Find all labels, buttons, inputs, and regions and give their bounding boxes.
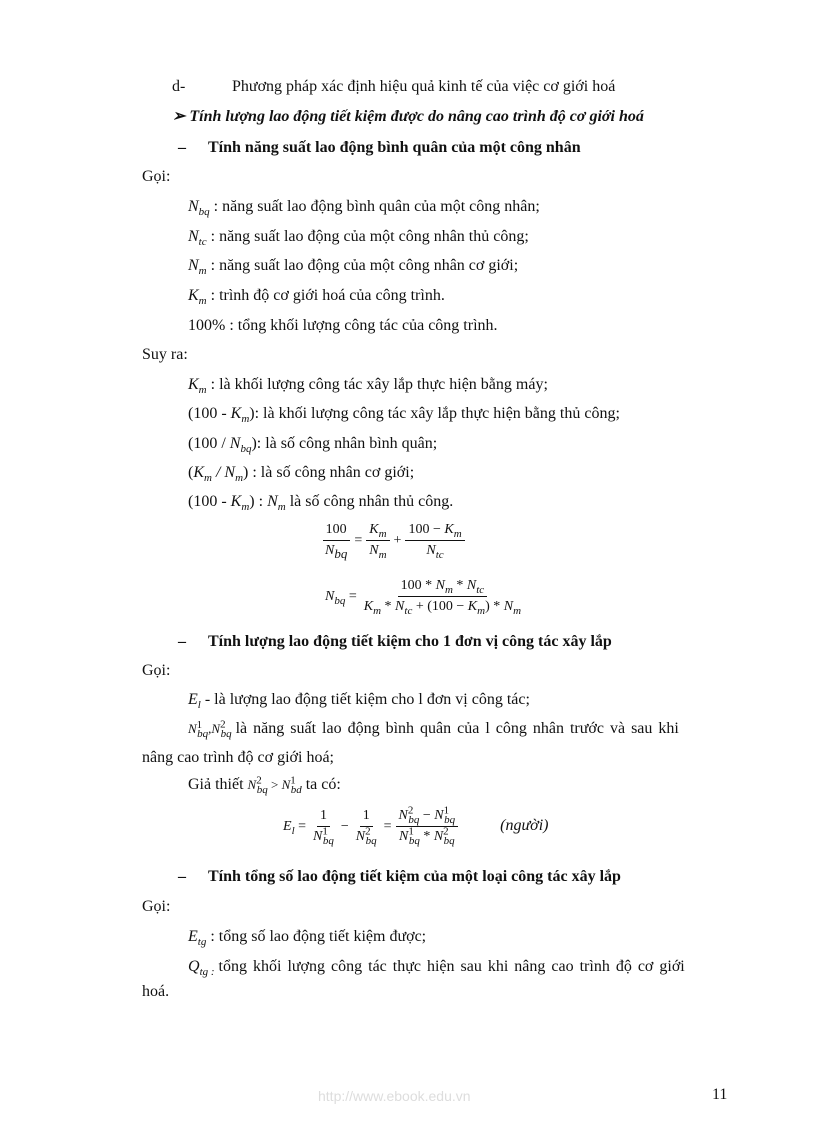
dash-bullet: – xyxy=(178,139,186,156)
sub1-heading-text: Tính năng suất lao động bình quân của một công nhân xyxy=(208,139,581,156)
section-d-label: d- xyxy=(172,78,186,95)
sub3-goi: Gọi: xyxy=(142,898,171,915)
formula-3: $E_l$ = $\frac{1}{N^1_{bq}}$ − $\frac{1}{N^2_{bq}}$ = $\frac{N^2_{bq} - N^1_{bq}}{N^1_{bq} * N^2_{bq}}$ (người) xyxy=(283,804,549,847)
def-100: 100% : tổng khối lượng công tác của công trình. xyxy=(188,317,498,334)
s1: $K_m$ : là khối lượng công tác xây lắp thực hiện bằng máy; xyxy=(188,376,548,397)
sub3-heading xyxy=(178,867,621,887)
s2: $(100 - K_m)$: là khối lượng công tác xây lắp thực hiện bằng thủ công; xyxy=(188,405,620,426)
formula-1: $\frac{100}{N_{bq}}$ = $\frac{K_m}{N_m}$ + $\frac{100 - K_m}{N_{tc}}$ xyxy=(322,522,465,559)
s4: $(K_m / N_m)$ : là số công nhân cơ giới; xyxy=(188,464,415,485)
def-km: $K_m$ : trình độ cơ giới hoá của công trình. xyxy=(188,287,445,308)
def-el: $E_l$ - là lượng lao động tiết kiệm cho l đơn vị công tác; xyxy=(188,691,530,712)
arrow-bullet-icon: ➢ xyxy=(172,108,186,125)
sub1-heading xyxy=(178,138,581,158)
def-etg: $E_{tg}$ : tổng số lao động tiết kiệm được; xyxy=(188,928,427,949)
section-d-title: Phương pháp xác định hiệu quả kinh tế của việc cơ giới hoá xyxy=(232,78,616,95)
sub2-heading-text: Tính lượng lao động tiết kiệm cho 1 đơn vị công tác xây lắp xyxy=(208,633,612,650)
def-nm: $N_m$ : năng suất lao động của một công nhân cơ giới; xyxy=(188,257,519,278)
sub2-goi: Gọi: xyxy=(142,662,171,679)
def-qtg: $Q_{tg :}$ tổng khối lượng công tác thực hiện sau khi nâng cao trình độ cơ giới xyxy=(188,958,685,979)
footer-url: http://www.ebook.edu.vn xyxy=(318,1088,471,1104)
dash-bullet: – xyxy=(178,868,186,885)
formula-2: $N_{bq}$ = $\frac{100 * N_m * N_{tc}}{K_m * N_{tc} + (100 - K_m) * N_m}$ xyxy=(325,578,522,617)
def-qtg-cont: hoá. xyxy=(142,983,170,1000)
def-n1-n2: $N^1_{bq},N^2_{bq}$ là năng suất lao động bình quân của l công nhân trước và sau khi xyxy=(188,718,679,740)
main-heading-text: Tính lượng lao động tiết kiệm được do nâng cao trình độ cơ giới hoá xyxy=(189,108,644,125)
unit-nguoi: (người) xyxy=(500,817,549,835)
def-nbq: $N_{bq}$ : năng suất lao động bình quân của một công nhân; xyxy=(188,198,540,219)
sub1-goi: Gọi: xyxy=(142,168,171,185)
suyra: Suy ra: xyxy=(142,346,188,363)
sub2-heading xyxy=(178,632,612,652)
s3: $(100 / N_{bq})$: là số công nhân bình quân; xyxy=(188,435,438,456)
def-n-cont: nâng cao trình độ cơ giới hoá; xyxy=(142,749,334,766)
section-d xyxy=(172,77,616,97)
gia-thiet: Giả thiết $N^2_{bq} > N^1_{bd}$ ta có: xyxy=(188,774,341,796)
s5: $(100 - K_m)$ : $N_m$ là số công nhân thủ công. xyxy=(188,493,454,514)
page-number: 11 xyxy=(712,1086,728,1103)
dash-bullet: – xyxy=(178,633,186,650)
sub3-heading-text: Tính tổng số lao động tiết kiệm của một loại công tác xây lắp xyxy=(208,868,621,885)
main-heading xyxy=(172,107,644,127)
def-ntc: $N_{tc}$ : năng suất lao động của một công nhân thủ công; xyxy=(188,228,529,249)
